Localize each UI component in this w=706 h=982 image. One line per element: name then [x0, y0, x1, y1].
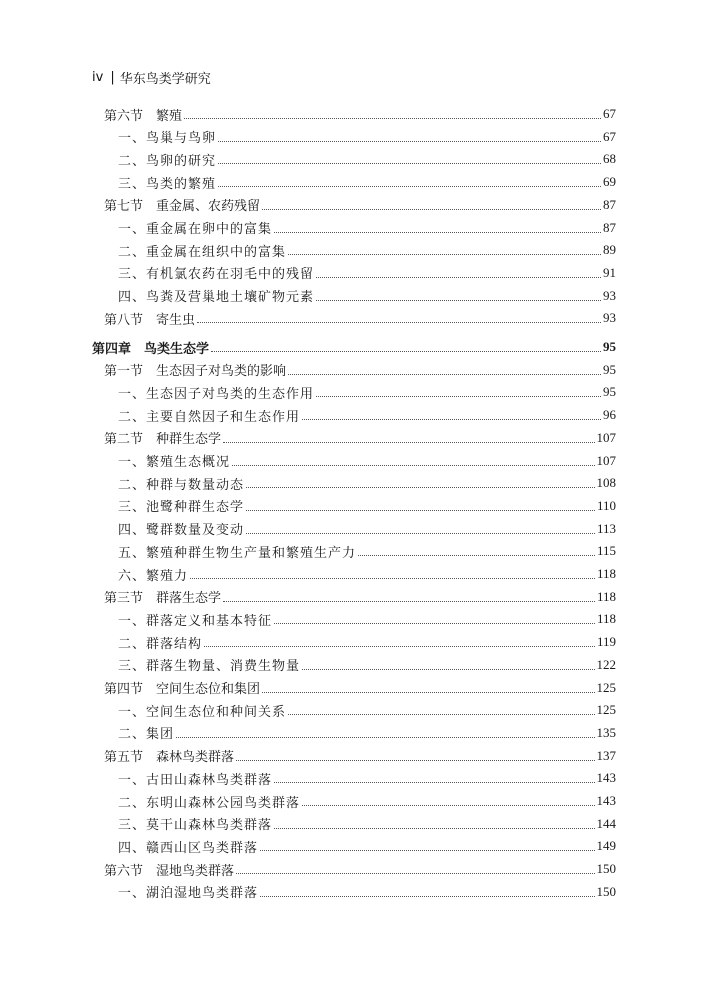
dot-leader [316, 276, 601, 278]
dot-leader [288, 253, 601, 255]
dot-leader [218, 162, 601, 164]
toc-entry-label: 五、繁殖种群生物生产量和繁殖生产力 [118, 545, 357, 561]
toc-entry-label: 第五节 森林鸟类群落 [104, 750, 235, 766]
toc-subsection-entry[interactable] [118, 495, 616, 517]
toc-subsection-entry[interactable] [118, 813, 616, 835]
toc-subsection-entry[interactable] [118, 722, 616, 744]
toc-entry-page-number: 143 [596, 770, 616, 786]
toc-section-entry[interactable] [104, 745, 616, 767]
toc-entry-page-number: 113 [596, 520, 616, 536]
dot-leader [232, 464, 594, 466]
toc-entry-page-number: 107 [596, 429, 616, 445]
dot-leader [358, 554, 595, 556]
toc-entry-page-number: 150 [596, 861, 616, 877]
toc-section-entry[interactable] [104, 677, 616, 699]
dot-leader [288, 713, 594, 715]
toc-chapter-entry[interactable] [92, 336, 616, 358]
toc-entry-label: 一、繁殖生态概况 [118, 455, 231, 470]
toc-entry-page-number: 67 [603, 106, 616, 121]
toc-section-entry[interactable] [104, 427, 616, 449]
toc-entry-page-number: 87 [603, 219, 616, 235]
toc-entry-page-number: 95 [603, 339, 616, 354]
toc-entry-label: 三、莫干山森林鸟类群落 [118, 818, 273, 834]
toc-entry-page-number: 110 [596, 497, 616, 513]
toc-entry-page-number: 125 [596, 679, 616, 695]
toc-entry-page-number: 95 [603, 384, 616, 400]
toc-entry-label: 二、鸟卵的研究 [118, 153, 217, 169]
dot-leader [316, 395, 601, 397]
toc-entry-page-number: 93 [603, 287, 616, 303]
toc-subsection-entry[interactable] [118, 262, 616, 284]
toc-entry-label: 四、鹭群数量及变动 [118, 523, 245, 539]
dot-leader [302, 418, 601, 420]
toc-subsection-entry[interactable] [118, 654, 616, 676]
toc-subsection-entry[interactable] [118, 148, 616, 170]
dot-leader [302, 668, 594, 670]
toc-subsection-entry[interactable] [118, 450, 616, 472]
dot-leader [176, 736, 594, 738]
toc-entry-label: 六、繁殖力 [118, 568, 189, 584]
toc-entry-label: 三、有机氯农药在羽毛中的残留 [118, 267, 315, 283]
toc-subsection-entry[interactable] [118, 171, 616, 193]
toc-section-entry[interactable] [104, 307, 616, 329]
toc-entry-page-number: 107 [596, 452, 616, 468]
toc-entry-page-number: 118 [596, 588, 616, 604]
toc-subsection-entry[interactable] [118, 217, 616, 239]
toc-entry-label: 第八节 寄生虫 [104, 312, 196, 328]
toc-entry-page-number: 118 [596, 611, 616, 627]
toc-entry-page-number: 69 [603, 174, 616, 190]
toc-subsection-entry[interactable] [118, 631, 616, 653]
toc-subsection-entry[interactable] [118, 239, 616, 261]
toc-subsection-entry[interactable] [118, 472, 616, 494]
toc-entry-label: 一、鸟巢与鸟卵 [118, 131, 217, 147]
dot-leader [302, 804, 594, 806]
toc-entry-label: 一、湖泊湿地鸟类群落 [118, 886, 259, 902]
toc-entry-label: 二、种群与数量动态 [118, 477, 245, 493]
toc-subsection-entry[interactable] [118, 767, 616, 789]
toc-entry-label: 三、池鹭种群生态学 [118, 500, 245, 516]
toc-entry-page-number: 149 [596, 838, 616, 854]
toc-entry-label: 一、空间生态位和种间关系 [118, 704, 287, 720]
dot-leader [218, 185, 601, 187]
book-title: 华东鸟类学研究 [119, 72, 211, 87]
toc-entry-page-number: 87 [603, 196, 616, 212]
dot-leader [204, 645, 595, 647]
toc-entry-label: 二、重金属在组织中的富集 [118, 244, 287, 260]
toc-entry-label: 二、主要自然因子和生态作用 [118, 409, 301, 425]
dot-leader [288, 373, 601, 375]
toc-entry-page-number: 137 [596, 747, 616, 763]
toc-entry-label: 三、鸟类的繁殖 [118, 176, 217, 192]
toc-entry-page-number: 91 [603, 264, 616, 280]
dot-leader [274, 231, 601, 233]
toc-entry-page-number: 68 [603, 151, 616, 167]
toc-entry-page-number: 122 [596, 656, 616, 672]
toc-subsection-entry[interactable] [118, 790, 616, 812]
toc-entry-page-number: 125 [596, 702, 616, 718]
toc-entry-label: 一、重金属在卵中的富集 [118, 222, 273, 237]
dot-leader [260, 849, 594, 851]
toc-subsection-entry[interactable] [118, 540, 616, 562]
toc-entry-label: 第六节 繁殖 [104, 108, 183, 124]
toc-entry-page-number: 115 [596, 543, 616, 559]
dot-leader [190, 577, 595, 579]
dot-leader [236, 759, 594, 761]
toc-section-entry[interactable] [104, 194, 616, 216]
toc-subsection-entry[interactable] [118, 699, 616, 721]
toc-subsection-entry[interactable] [118, 563, 616, 585]
toc-entry-page-number: 89 [603, 242, 616, 258]
toc-entry-label: 第七节 重金属、农药残留 [104, 199, 261, 215]
dot-leader [246, 532, 595, 534]
toc-entry-page-number: 67 [603, 128, 616, 144]
toc-entry-label: 第六节 湿地鸟类群落 [104, 863, 235, 879]
toc-entry-page-number: 96 [603, 407, 616, 423]
toc-entry-label: 一、群落定义和基本特征 [118, 613, 273, 629]
toc-section-entry[interactable] [104, 586, 616, 608]
toc-section-entry[interactable] [104, 858, 616, 880]
toc-entry-label: 第一节 生态因子对鸟类的影响 [104, 364, 287, 380]
toc-entry-page-number: 119 [596, 634, 616, 650]
dot-leader [197, 321, 601, 323]
toc-entry-page-number: 150 [596, 883, 616, 899]
toc-entry-label: 四、鸟粪及营巢地土壤矿物元素 [118, 290, 315, 306]
toc-subsection-entry[interactable] [118, 381, 616, 403]
dot-leader [246, 509, 595, 511]
dot-leader [236, 872, 594, 874]
running-head [92, 68, 211, 87]
toc-section-entry[interactable] [104, 359, 616, 381]
toc-subsection-entry[interactable] [118, 285, 616, 307]
toc-entry-page-number: 108 [596, 475, 616, 491]
toc-entry-page-number: 118 [596, 566, 616, 581]
dot-leader [184, 117, 601, 119]
toc-subsection-entry[interactable] [118, 835, 616, 857]
toc-entry-page-number: 93 [603, 310, 616, 326]
toc-entry-label: 二、集团 [118, 727, 175, 743]
dot-leader [211, 350, 601, 352]
toc-entry-label: 第四节 空间生态位和集团 [104, 682, 261, 697]
toc-subsection-entry[interactable] [118, 881, 616, 903]
toc-entry-label: 二、群落结构 [118, 636, 203, 652]
toc-entry-page-number: 143 [596, 793, 616, 808]
page-numeral: iv [92, 70, 104, 85]
header-separator: | [110, 70, 115, 85]
toc-subsection-entry[interactable] [118, 404, 616, 426]
toc-subsection-entry[interactable] [118, 608, 616, 630]
dot-leader [218, 140, 601, 142]
dot-leader [262, 691, 594, 693]
toc-entry-label: 二、东明山森林公园鸟类群落 [118, 795, 301, 811]
toc-entry-label: 一、生态因子对鸟类的生态作用 [118, 386, 315, 402]
dot-leader [274, 781, 594, 783]
dot-leader [223, 600, 595, 602]
toc-subsection-entry[interactable] [118, 518, 616, 540]
toc-entry-label: 三、群落生物量、消费生物量 [118, 659, 301, 675]
toc-entry-page-number: 135 [596, 724, 616, 740]
toc-subsection-entry[interactable] [118, 126, 616, 148]
dot-leader [246, 486, 594, 488]
toc-entry-label: 四、赣西山区鸟类群落 [118, 840, 259, 856]
dot-leader [260, 895, 594, 897]
toc-entry-label: 第二节 种群生态学 [104, 432, 222, 448]
dot-leader [316, 299, 601, 301]
toc-entry-page-number: 144 [596, 815, 616, 831]
dot-leader [262, 208, 601, 210]
dot-leader [223, 441, 594, 443]
dot-leader [274, 622, 595, 624]
toc-section-entry[interactable] [104, 103, 616, 125]
dot-leader [274, 827, 594, 829]
toc-entry-label: 一、古田山森林鸟类群落 [118, 772, 273, 788]
toc-entry-label: 第三节 群落生态学 [104, 591, 222, 607]
toc-entry-label: 第四章 鸟类生态学 [92, 341, 210, 357]
toc-entry-page-number: 95 [603, 361, 616, 377]
